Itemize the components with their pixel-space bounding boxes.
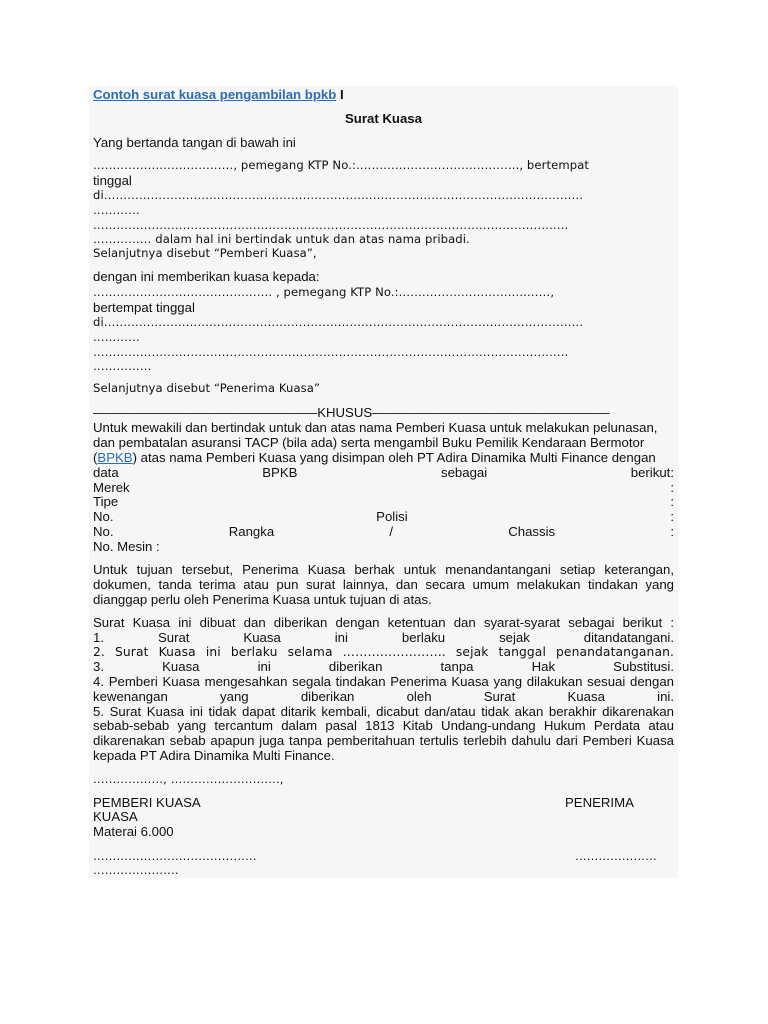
recipient-line-2: bertempat tinggal — [93, 300, 195, 315]
giver-line-6: …………… dalam hal ini bertindak untuk dan atas nama pribadi. — [93, 232, 470, 246]
data-word: data — [93, 465, 119, 480]
khusus-divider: —————————————————KHUSUS—————————————————— — [93, 405, 610, 420]
khusus-para-1: Untuk mewakili dan bertindak untuk dan atas nama Pemberi Kuasa untuk melakukan pelunasan, — [93, 420, 658, 435]
giver-line-7: Selanjutnya disebut “Pemberi Kuasa”, — [93, 246, 317, 260]
header-line — [93, 87, 674, 102]
term-2-text: 2. Surat Kuasa ini berlaku selama ……………………. sejak tanggal penandatanganan. — [93, 645, 674, 659]
merek-row — [93, 480, 674, 495]
term-5b: sebab-sebab yang tercantum dalam pasal 1813 Kitab Undang-undang Hukum Perdata atau — [93, 718, 674, 733]
signature-labels — [93, 795, 674, 810]
giver-label: PEMBERI KUASA — [93, 795, 201, 810]
giver-signature-line: …………………………………… — [93, 849, 257, 863]
term-3: 3. Kuasa ini diberikan tanpa Hak Substitusi. — [93, 659, 674, 674]
term-4b: kewenangan yang diberikan oleh Surat Kuasa ini. — [93, 689, 674, 704]
tipe-colon: : — [670, 494, 674, 509]
tipe-label: Tipe — [93, 494, 119, 509]
giver-line-1: ………………………………, pemegang KTP No.:.………………………………….., bertempat — [93, 158, 590, 172]
chassis-label: Chassis — [508, 524, 556, 539]
merek-colon: : — [670, 480, 674, 495]
receiver-signature-line-2: …………………. — [93, 863, 179, 877]
term-5d: kepada PT Adira Dinamika Multi Finance. — [93, 748, 335, 763]
term-4a: 4. Pemberi Kuasa mengesahkan segala tindakan Penerima Kuasa yang dilakukan sesuai dengan — [93, 674, 674, 689]
article-link[interactable]: Contoh surat kuasa pengambilan bpkb — [93, 87, 337, 102]
signature-dots — [93, 849, 674, 864]
rangka-label: Rangka — [228, 524, 275, 539]
receiver-label-a: PENERIMA — [565, 795, 634, 810]
purpose-line-1: Untuk tujuan tersebut, Penerima Kuasa berhak untuk menandantangani setiap keterangan, — [93, 562, 674, 577]
document-page — [89, 86, 678, 878]
giver-line-2: tinggal — [93, 173, 132, 188]
rangka-row — [93, 524, 674, 539]
giver-line-4: ………… — [93, 203, 140, 217]
recipient-line-6: …………… — [93, 359, 152, 373]
polisi-row — [93, 509, 674, 524]
rangka-no: No. — [93, 524, 114, 539]
recipient-line-3: di…………………………………………………………………………………………………………… — [93, 315, 584, 329]
bpkb-word: BPKB — [262, 465, 298, 480]
data-row — [93, 465, 674, 480]
purpose-line-3: dianggap perlu oleh Penerima Kuasa untuk tujuan di atas. — [93, 592, 432, 607]
paren-open: ( — [93, 450, 98, 465]
polisi-label: Polisi — [376, 509, 408, 524]
receiver-label-b: KUASA — [93, 809, 138, 824]
giver-line-3: di…………………………………………………………………………………………………………… — [93, 188, 584, 202]
term-2 — [93, 644, 674, 660]
polisi-no: No. — [93, 509, 114, 524]
khusus-para-3 — [93, 450, 674, 465]
tipe-row — [93, 494, 674, 509]
mesin-row: No. Mesin : — [93, 539, 160, 554]
recipient-line-4: ………… — [93, 330, 140, 344]
place-date: ………………, ………………………., — [93, 772, 284, 786]
materai-label: Materai 6.000 — [93, 824, 174, 839]
receiver-signature-line: ………………… — [575, 849, 657, 863]
purpose-line-2: dokumen, tanda terima atau pun surat lainnya, dan secara umum melakukan tindakan yang — [93, 577, 674, 592]
term-1: 1. Surat Kuasa ini berlaku sejak ditandatangani. — [93, 630, 674, 645]
rangka-colon: : — [670, 524, 674, 539]
term-5c: dikarenakan sebab apapun juga tanpa pemberitahuan tertulis terlebih dahulu dari Pemberi Kuasa — [93, 733, 674, 748]
polisi-colon: : — [670, 509, 674, 524]
merek-label: Merek — [93, 480, 130, 495]
rangka-slash: / — [389, 524, 394, 539]
khusus-para-3-text: ) atas nama Pemberi Kuasa yang disimpan oleh PT Adira Dinamika Multi Finance dengan — [132, 450, 656, 465]
recipient-line-5: ………………………………………………………………………………………………………….. — [93, 345, 569, 359]
header-suffix: I — [339, 87, 344, 102]
khusus-para-2: dan pembatalan asuransi TACP (bila ada) serta mengambil Buku Pemilik Kendaraan Bermotor — [93, 435, 645, 450]
recipient-line-7: Selanjutnya disebut “Penerima Kuasa” — [93, 381, 321, 395]
sebagai-word: sebagai — [440, 465, 488, 480]
bpkb-link[interactable]: BPKB — [97, 450, 133, 465]
giver-line-5: ………………………………………………………………………………………………………….. — [93, 218, 569, 232]
term-5a: 5. Surat Kuasa ini tidak dapat ditarik kembali, dicabut dan/atau tidak akan berakhir dikarenakan — [93, 704, 674, 719]
terms-intro: Surat Kuasa ini dibuat dan diberikan dengan ketentuan dan syarat-syarat sebagai berikut : — [93, 615, 674, 630]
recipient-line-1: ………………………………………. , pemegang KTP No.:.…………………………..……, — [93, 285, 555, 299]
document-title: Surat Kuasa — [345, 111, 422, 126]
intro-opening: Yang bertanda tangan di bawah ini — [93, 135, 296, 150]
recipient-opening: dengan ini memberikan kuasa kepada: — [93, 269, 320, 284]
berikut-word: berikut: — [630, 465, 674, 480]
